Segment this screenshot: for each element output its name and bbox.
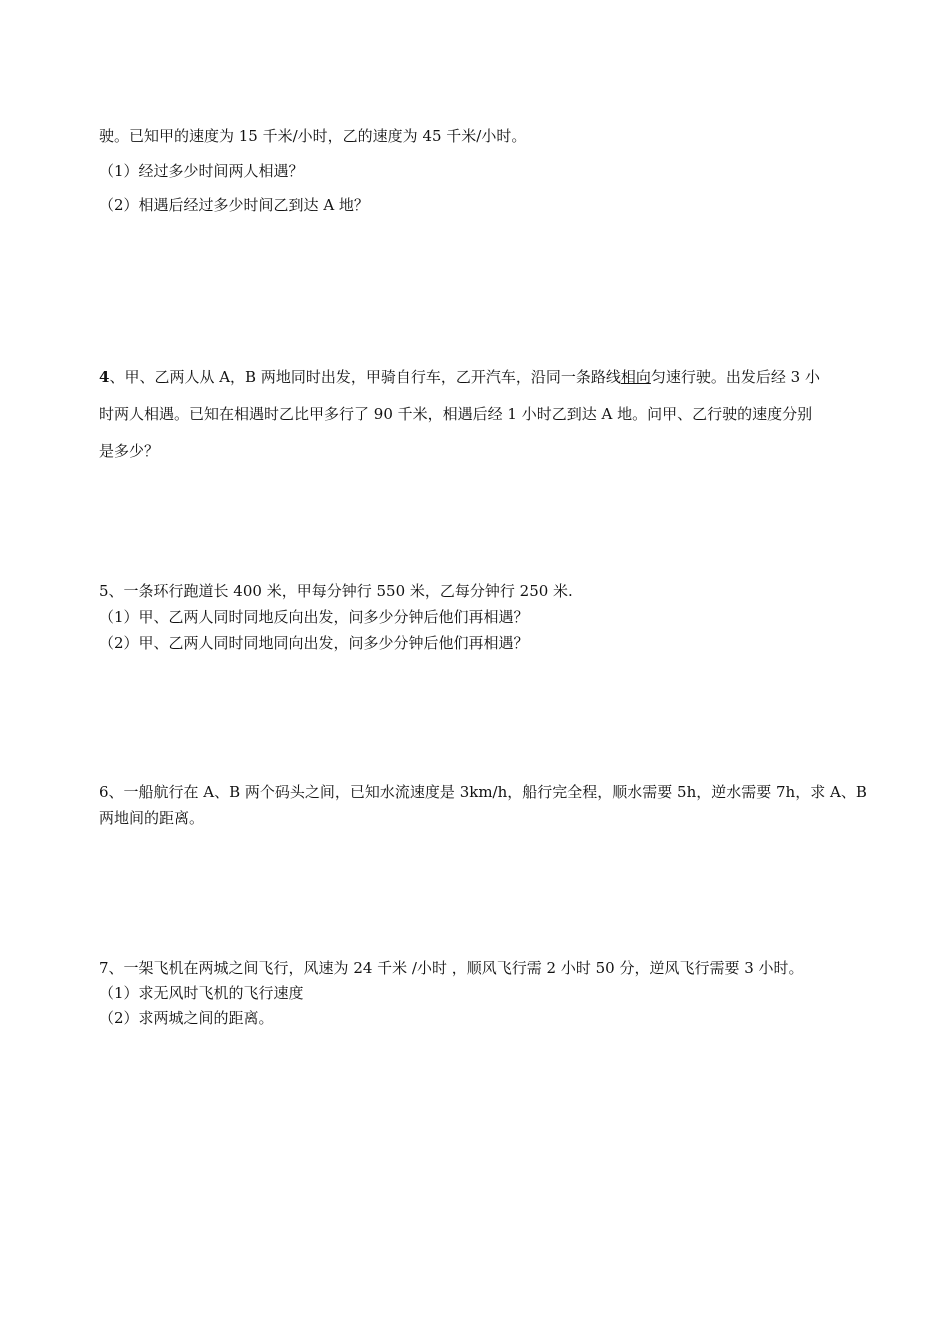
q6-line-2: 两地间的距离。: [99, 809, 205, 827]
q7-subquestion-1: （1）求无风时飞机的飞行速度: [99, 984, 304, 1002]
q5-subquestion-2: （2）甲、乙两人同时同地同向出发，问多少分钟后他们再相遇？: [99, 634, 529, 652]
q4-line-1-text-a: 、甲、乙两人从 A，B 两地同时出发，甲骑自行车，乙开汽车，沿同一条路线: [109, 368, 621, 386]
q5-subquestion-1: （1）甲、乙两人同时同地反向出发，问多少分钟后他们再相遇？: [99, 608, 529, 626]
q4-line-1-text-b: 匀速行驶。出发后经 3 小: [650, 368, 820, 386]
q5-line-1: 5、一条环行跑道长 400 米，甲每分钟行 550 米，乙每分钟行 250 米.: [99, 582, 573, 600]
q4-number: 4: [99, 368, 110, 386]
q3-subquestion-1: （1）经过多少时间两人相遇？: [99, 162, 304, 180]
q6-line-1: 6、一船航行在 A、B 两个码头之间，已知水流速度是 3km/h，船行完全程，顺水需要 5h，逆水需要 7h，求 A、B: [99, 783, 867, 801]
q4-line-2: 时两人相遇。已知在相遇时乙比甲多行了 90 千米，相遇后经 1 小时乙到达 A 地。问甲、乙行驶的速度分别: [99, 405, 813, 423]
q3-line-1: 驶。已知甲的速度为 15 千米/小时，乙的速度为 45 千米/小时。: [99, 127, 527, 145]
q3-subquestion-2: （2）相遇后经过多少时间乙到达 A 地？: [99, 196, 369, 214]
q4-line-1: [99, 367, 820, 387]
q7-line-1: 7、一架飞机在两城之间飞行，风速为 24 千米 /小时 ，顺风飞行需 2 小时 50 分，逆风飞行需要 3 小时。: [99, 959, 804, 977]
q4-underlined-word: 相向: [620, 368, 651, 386]
q7-subquestion-2: （2）求两城之间的距离。: [99, 1009, 274, 1027]
q4-line-3: 是多少？: [99, 442, 160, 460]
